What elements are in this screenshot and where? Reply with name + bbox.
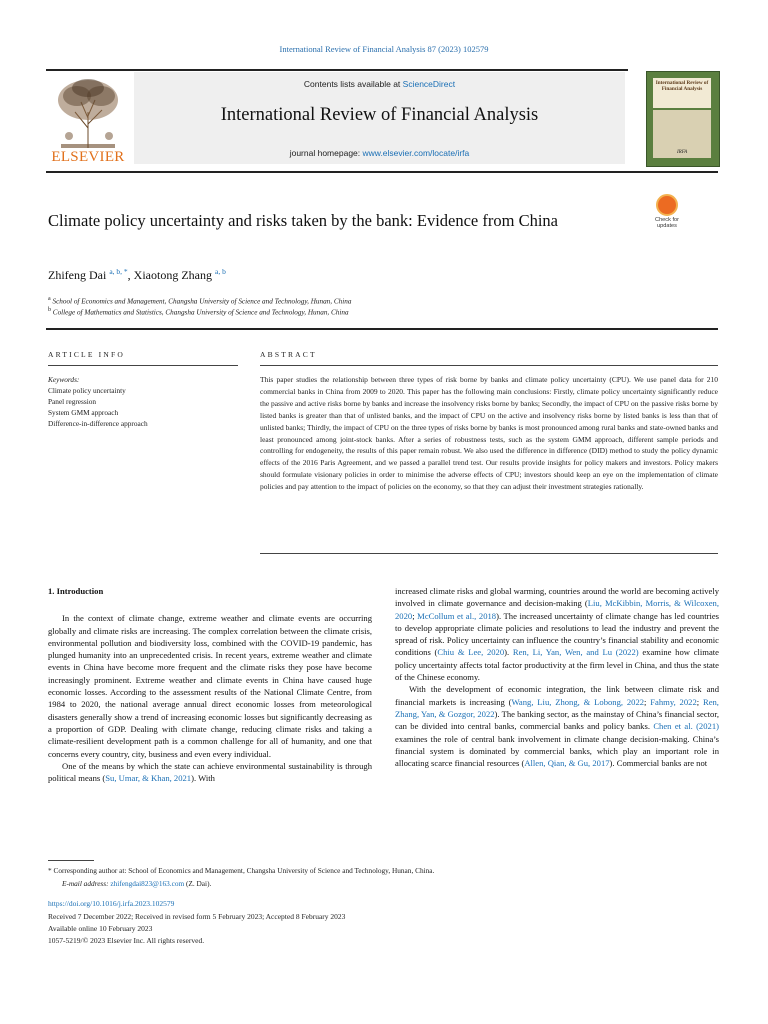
check-updates-label <box>646 217 688 229</box>
banner-top-rule <box>46 69 628 71</box>
abstract-heading: ABSTRACT <box>260 350 317 359</box>
author-list <box>48 267 226 283</box>
elsevier-wordmark: ELSEVIER <box>51 149 125 165</box>
keyword: Climate policy uncertainty <box>48 386 126 395</box>
text-run: ; <box>412 610 418 621</box>
abstract-rule-top <box>260 365 718 366</box>
text-run: ). Commercial banks are not <box>609 758 708 769</box>
citation-link[interactable]: Ren, Li, Yan, Wen, and Lu (2022) <box>512 647 639 658</box>
text-run: ). With <box>191 773 215 784</box>
abstract-rule-bottom <box>260 553 718 554</box>
affiliation <box>48 296 351 305</box>
article-title: Climate policy uncertainty and risks taken by the bank: Evidence from China <box>48 211 558 230</box>
citation-link[interactable]: Fahmy, 2022 <box>650 696 697 707</box>
citation-link[interactable]: McCollum et al., 2018 <box>417 610 497 621</box>
body-right-column <box>395 585 719 769</box>
contents-prefix: Contents lists available at <box>303 79 403 89</box>
homepage-line <box>134 148 625 158</box>
text-run: examines the role of central bank involvement in climate change decision-making. China’s financial system is dominated by commercial banks, which play an important role in allocating scarce financial resources ( <box>395 733 719 769</box>
text-run: ). The banking sector, as the mainstay of China’s financial sector, can be divided into central banks, commercial banks and policy banks. <box>395 708 719 732</box>
citation-link[interactable]: Liu, McKibbin, Morris, & Wilcoxen, 2020 <box>395 598 720 621</box>
keywords-label: Keywords: <box>48 375 80 384</box>
keywords-block <box>48 374 238 429</box>
copyright: 1057-5219/© 2023 Elsevier Inc. All rights reserved. <box>48 936 205 945</box>
contents-line <box>134 79 625 89</box>
text-run: With the development of economic integration, the link between climate risk and financial markets is increasing ( <box>395 684 719 707</box>
affiliation-text: School of Economics and Management, Changsha University of Science and Technology, Hunan, China <box>52 297 352 306</box>
text-run: One of the means by which the state can achieve environmental sustainability is through political means ( <box>48 760 372 784</box>
check-for-updates-button[interactable] <box>646 194 688 232</box>
abstract-text: This paper studies the relationship between three types of risk borne by banks and climate policy uncertainty (CPU). We use panel data for 210 commercial banks in China from 2009 to 2020. This paper has the following main conclusions: Firstly, climate policy uncertainty significantly reduce the passive and active risks borne by banks and increase the insolvency risks borne by banks; Secondly, the impact of CPU on the passive risks borne by listed banks is greater than that of unlisted banks, and the impact of CPU on the active and insolvency risks borne by listed banks is less than that of unlisted banks; Thirdly, the impact of CPU on the three types of risks borne by banks is most pronounced among rural banks and state-owned banks and least pronounced among joint-stock banks. After a series of robustness tests, such as the system GMM approach, different sample periods and controlling for endogeneity, the results of this paper remain robust. We also used the difference in difference (DID) method to study the policy dynamic effects of the 2016 Paris Agreement, and we passed a parallel trend test. Our results provide insights for policy makers and investors. Policy makers should formulate visionary policies in order to minimise the adverse effects of CPU; investors should keep an eye on the implementation of climate policies and pay attention to the impact of policies on the economy, so that they can adjust their investment strategies rationally. <box>260 375 718 492</box>
section-heading: 1. Introduction <box>48 586 104 596</box>
author-name[interactable]: Zhifeng Dai <box>48 268 107 282</box>
doi-link[interactable]: https://doi.org/10.1016/j.irfa.2023.102579 <box>48 899 175 908</box>
article-info-heading: ARTICLE INFO <box>48 350 125 359</box>
keyword: System GMM approach <box>48 408 119 417</box>
text-run: ). <box>504 647 513 658</box>
citation-link[interactable]: Su, Umar, & Khan, 2021 <box>105 773 192 784</box>
text-run: ; <box>644 696 651 707</box>
email-line <box>62 879 211 888</box>
keyword: Difference-in-difference approach <box>48 419 148 428</box>
text-run: examine how climate policy uncertainty affects total factor productivity at the firm level in China, and thus the state of the Chinese economy. <box>395 647 719 683</box>
citation-link[interactable]: Ren, Zhang, Yan, & Gozgor, 2022 <box>395 696 719 719</box>
cover-mark: IRFA <box>677 150 688 155</box>
email-link[interactable]: zhifengdai823@163.com <box>110 879 185 888</box>
elsevier-tree-logo <box>47 72 129 164</box>
text-run: increased climate risks and global warming, countries around the world are becoming actively involved in climate governance and decision-making ( <box>395 586 719 609</box>
header-divider <box>46 328 718 330</box>
article-info-rule <box>48 365 238 366</box>
email-suffix: (Z. Dai). <box>184 879 212 888</box>
received-dates: Received 7 December 2022; Received in revised form 5 February 2023; Accepted 8 February 2023 <box>48 912 346 921</box>
body-left-column <box>48 585 372 784</box>
check-updates-line2: updates <box>657 223 677 229</box>
paragraph <box>395 585 719 683</box>
author-separator: , <box>127 268 134 282</box>
keyword: Panel regression <box>48 397 97 406</box>
cover-title: International Review of Financial Analysis <box>653 78 711 108</box>
author-affil-marks[interactable]: a, b <box>214 267 226 276</box>
affiliation-text: College of Mathematics and Statistics, Changsha University of Science and Technology, Hunan, China <box>52 308 349 317</box>
paragraph: In the context of climate change, extreme weather and climate events are occurring globally and climate risks are increasing. The complex correlation between the climate crisis, environmental pollution and biodiversity loss, combined with the COVID-19 pandemic, has plunged humanity into an unprecedented crisis. In recent years, extreme weather and climate events in China have become more frequent and the climate risks they pose have become increasingly prominent. Extreme weather and climate events in China have caused huge economic losses. According to the assessment results of the National Climate Centre, from 1984 to 2020, the national average annual direct economic losses from meteorological disasters generally show a trend of increasing economic losses but significantly decreasing as a proportion of GDP. Dealing with climate change, reducing climate risks and taking a climate-resilient development path is a common challenge for all of humanity, and one that concerns every country, city, business and even every individual. <box>48 613 372 759</box>
paragraph <box>48 760 372 785</box>
journal-title: International Review of Financial Analysis <box>220 105 539 125</box>
text-run: ; <box>696 696 703 707</box>
homepage-prefix: journal homepage: <box>289 148 363 158</box>
affiliation-marker: b <box>48 307 51 313</box>
available-online: Available online 10 February 2023 <box>48 924 153 933</box>
banner-bottom-rule <box>46 171 718 173</box>
citation-link[interactable]: Chiu & Lee, 2020 <box>437 647 505 658</box>
author-affil-marks[interactable]: a, b, * <box>109 267 128 276</box>
footnote-rule <box>48 860 94 861</box>
sciencedirect-link[interactable]: ScienceDirect <box>402 79 456 89</box>
check-updates-line1: Check for <box>655 217 679 223</box>
citation-link[interactable]: Chen et al. (2021) <box>653 721 719 732</box>
journal-cover-image[interactable] <box>646 71 720 167</box>
journal-banner <box>46 69 628 168</box>
corresponding-author-note: * Corresponding author at: School of Economics and Management, Changsha University of Science and Technology, Hunan, China. <box>48 866 435 875</box>
citation-link[interactable]: Allen, Qian, & Gu, 2017 <box>524 758 610 769</box>
citation-link[interactable]: Wang, Liu, Zhong, & Lobong, 2022 <box>511 696 645 707</box>
check-updates-icon <box>656 194 678 216</box>
text-run: ). The increased uncertainty of climate change has led countries to develop appropriate climate policies and resolutions to lead the industry and prevent the spread of risk. Policy uncertainty can influence the country’s financial stability and economic conditions ( <box>395 610 719 658</box>
affiliation <box>48 307 349 316</box>
author-name[interactable]: Xiaotong Zhang <box>133 268 212 282</box>
paragraph <box>395 683 719 769</box>
affiliation-marker: a <box>48 296 51 302</box>
homepage-link[interactable]: www.elsevier.com/locate/irfa <box>362 148 470 158</box>
email-label: E-mail address: <box>62 879 109 888</box>
citation-header[interactable]: International Review of Financial Analysis 87 (2023) 102579 <box>279 44 489 54</box>
